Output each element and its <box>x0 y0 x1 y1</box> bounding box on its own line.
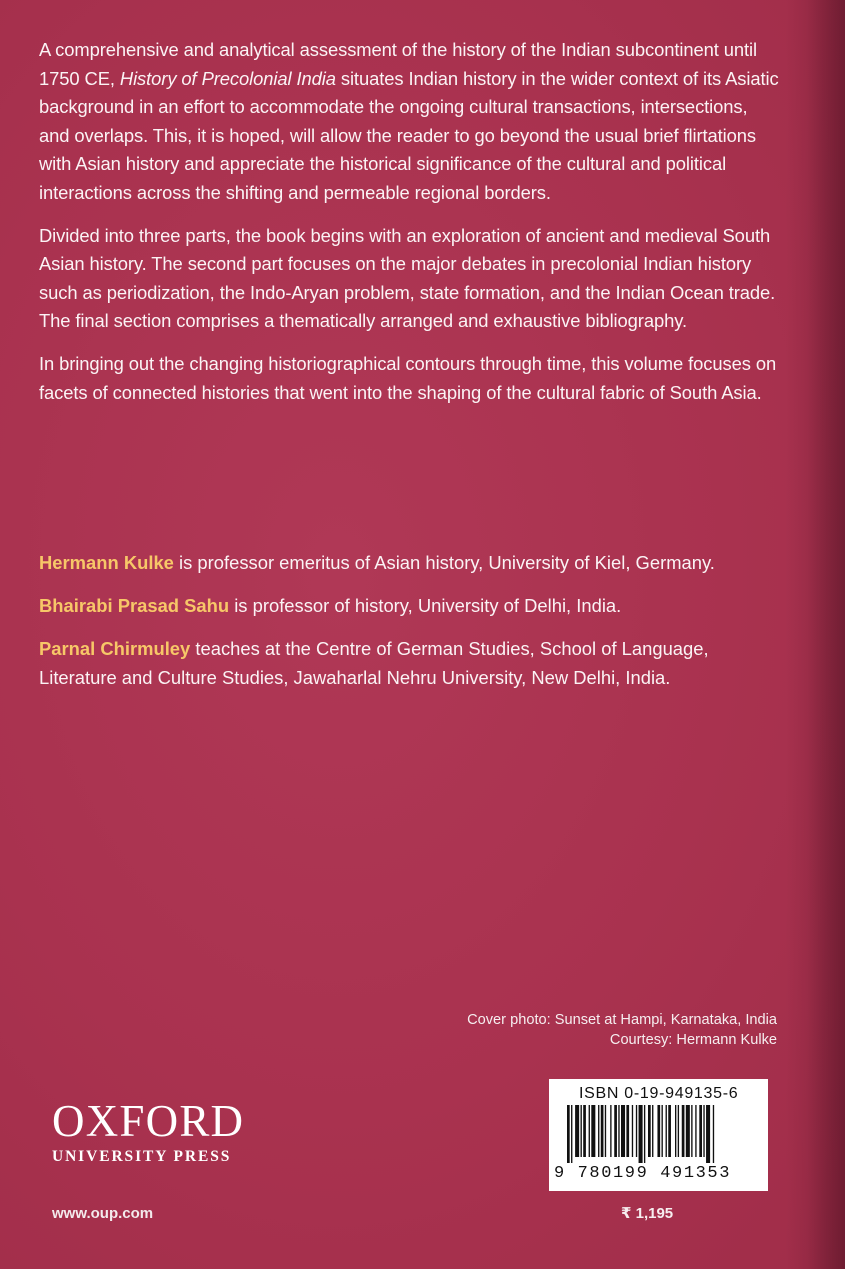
barcode-bar <box>581 1105 582 1157</box>
barcode-bar <box>648 1105 651 1157</box>
barcode-bar <box>713 1105 714 1163</box>
barcode-bar <box>695 1105 696 1157</box>
barcode-bar <box>598 1105 599 1157</box>
author-bio-text-2: is professor of history, University of Delhi, India. <box>229 595 622 616</box>
barcode-bar <box>589 1105 590 1157</box>
author-name-1: Hermann Kulke <box>39 552 174 573</box>
isbn-label: ISBN 0-19-949135-6 <box>579 1085 739 1102</box>
barcode-bar <box>657 1105 660 1157</box>
description-paragraph-2: Divided into three parts, the book begins with an exploration of ancient and medieval South Asian history. The second part focuses on the major debates in precolonial Indian history such as periodization, the Indo-Aryan problem, state formation, and the Indian Ocean trade. The final section comprises a thematically arranged and exhaustive bibliography. <box>39 224 776 332</box>
publisher-website: www.oup.com <box>52 1205 154 1222</box>
barcode-bar <box>652 1105 653 1157</box>
price-tag: ₹ 1,195 <box>621 1205 674 1222</box>
barcode-bar <box>644 1105 645 1163</box>
book-description <box>39 36 779 421</box>
barcode-bar <box>621 1105 625 1157</box>
barcode-bar <box>575 1105 579 1157</box>
barcode-bar <box>636 1105 637 1157</box>
barcode-bar <box>618 1105 619 1157</box>
barcode-bar <box>614 1105 617 1157</box>
barcode-bar <box>583 1105 586 1157</box>
description-p1-start: A comprehensive and analytical assessment of the history of the Indian subcontinent until 1750 CE, <box>39 39 757 89</box>
photo-credit-line-2: Courtesy: Hermann Kulke <box>609 1032 777 1048</box>
barcode-bar <box>591 1105 595 1157</box>
barcode-bar <box>678 1105 679 1157</box>
author-bio-text-1: is professor emeritus of Asian history, University of Kiel, Germany. <box>173 552 715 573</box>
barcode-bar <box>605 1105 606 1157</box>
photo-credit-line-1: Cover photo: Sunset at Hampi, Karnataka, India <box>467 1012 777 1028</box>
description-p1-end: situates Indian history in the wider context of its Asiatic background in an effort to accommodate the ongoing cultural transactions, intersections, and overlaps. This, it is hoped, will allow the reader to go beyond the usual brief flirtations with Asian history and appreciate the historical significance of the cultural and political interactions across the shifting and permeable regional borders. <box>39 67 779 203</box>
isbn-barcode-panel <box>549 1079 768 1191</box>
barcode-bar <box>706 1105 710 1163</box>
publisher-logo <box>52 1098 282 1166</box>
barcode-bar <box>639 1105 643 1163</box>
barcode-bar <box>610 1105 611 1157</box>
barcode-bar <box>675 1105 676 1157</box>
barcode-bar <box>686 1105 690 1157</box>
author-bio-text-3: teaches at the Centre of German Studies, School of Language, Literature and Culture Studies, Jawaharlal Nehru University, New Delhi, India. <box>39 638 709 688</box>
barcode-bar <box>666 1105 667 1157</box>
book-title-italic: History of Precolonial India <box>119 67 336 89</box>
cover-photo-credit <box>467 1010 777 1050</box>
author-name-2: Bhairabi Prasad Sahu <box>39 595 230 616</box>
barcode-digits: 9 780199 491353 <box>554 1164 732 1183</box>
description-paragraph-3: In bringing out the changing historiographical contours through time, this volume focuses on facets of connected histories that went into the shaping of the cultural fabric of South Asia. <box>39 352 777 403</box>
barcode-bar <box>682 1105 685 1157</box>
publisher-name: OXFORD <box>52 1096 245 1146</box>
author-bio-1 <box>39 548 779 577</box>
author-bios <box>39 548 779 706</box>
spine-shadow <box>807 0 845 1269</box>
barcode-bar <box>567 1105 570 1163</box>
publisher-subtitle: UNIVERSITY PRESS <box>52 1148 232 1165</box>
author-name-3: Parnal Chirmuley <box>39 638 191 659</box>
barcode-bar <box>662 1105 663 1157</box>
author-bio-3 <box>39 634 779 692</box>
barcode-icon <box>567 1105 763 1163</box>
barcode-bar <box>632 1105 633 1157</box>
author-bio-2 <box>39 591 779 620</box>
barcode-bar <box>571 1105 572 1163</box>
barcode-bar <box>703 1105 704 1157</box>
barcode-bar <box>668 1105 671 1157</box>
description-paragraph-1 <box>39 36 779 208</box>
barcode-bar <box>691 1105 692 1157</box>
barcode-bar <box>601 1105 604 1157</box>
barcode-bar <box>699 1105 702 1157</box>
barcode-bar <box>626 1105 629 1157</box>
